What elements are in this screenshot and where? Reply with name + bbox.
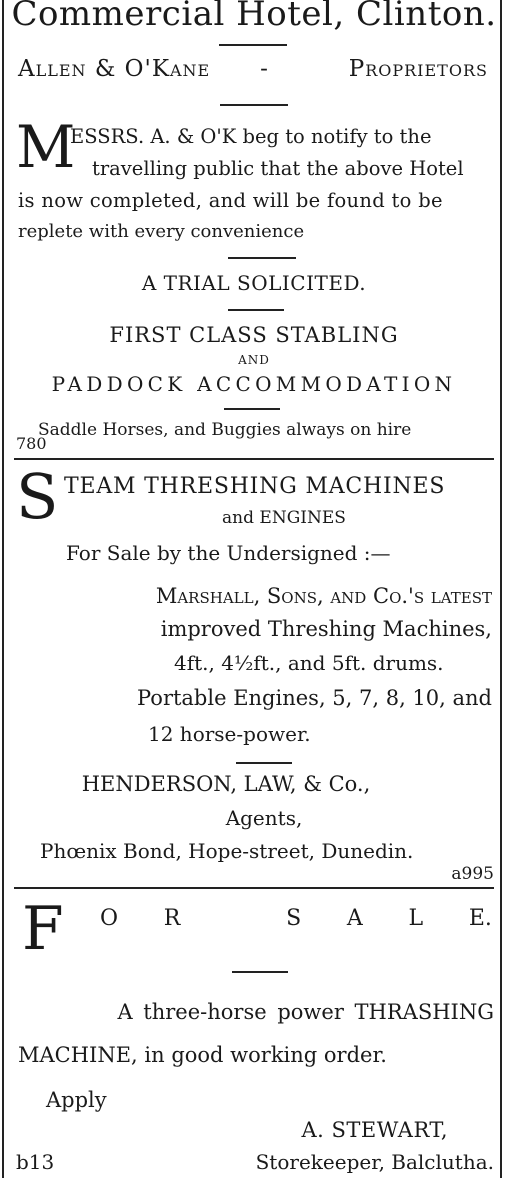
proprietors-rule [220, 104, 288, 106]
hotel-drop-cap: M [16, 113, 76, 181]
heading-letter-l: L [408, 906, 424, 931]
paddock-heading: PADDOCK ACCOMMODATION [51, 372, 457, 396]
for-sale-rule [232, 971, 288, 973]
hotel-body-line-1: ESSRS. A. & O'K beg to notify to the [70, 125, 432, 148]
maker-line: Marshall, Sons, and Co.'s latest [155, 584, 492, 608]
threshing-drop-cap: S [16, 460, 59, 533]
engines-line-2: 12 horse-power. [148, 722, 311, 746]
engines-line-1: Portable Engines, 5, 7, 8, 10, and [137, 686, 492, 710]
apply-label: Apply [46, 1088, 107, 1112]
engines-rule [236, 762, 292, 764]
heading-letter-e: E. [468, 906, 492, 931]
for-sale-heading [100, 906, 492, 931]
heading-letter-s: S [286, 906, 302, 931]
trial-rule [228, 309, 284, 311]
machines-line: improved Threshing Machines, [160, 617, 492, 641]
title-rule [219, 44, 287, 46]
for-sale-drop-cap: F [22, 894, 64, 964]
drums-line: 4ft., 4½ft., and 5ft. drums. [174, 651, 444, 675]
hotel-title: Commercial Hotel, Clinton. [11, 0, 497, 34]
stabling-heading: FIRST CLASS STABLING [109, 323, 399, 347]
proprietors-label: Proprietors [348, 56, 488, 82]
seller-name: A. STEWART, [301, 1118, 448, 1142]
hotel-body-line-2: travelling public that the above Hotel [92, 157, 464, 180]
heading-letter-o: O [100, 906, 119, 931]
for-sale-line-1: A three-horse power THRASHING [117, 1000, 494, 1024]
hire-notice: Saddle Horses, and Buggies always on hire [38, 420, 412, 440]
proprietors-name: Allen & O'Kane [18, 56, 211, 82]
and-connector: AND [238, 353, 270, 367]
seller-role: Storekeeper, Balclutha. [255, 1150, 494, 1174]
agent-name: HENDERSON, LAW, & Co., [81, 772, 371, 796]
for-sale-ad-reference: b13 [16, 1150, 55, 1174]
paddock-rule [224, 408, 280, 410]
ad-divider-1 [14, 458, 494, 460]
trial-solicited: A TRIAL SOLICITED. [141, 271, 367, 295]
hotel-body-line-3: is now completed, and will be found to be [18, 189, 443, 212]
for-sale-line: For Sale by the Undersigned :— [66, 541, 391, 565]
agent-address: Phœnix Bond, Hope-street, Dunedin. [40, 839, 414, 863]
proprietors-line [18, 56, 488, 82]
body-rule [228, 257, 296, 259]
threshing-heading-2: and ENGINES [222, 508, 346, 528]
agent-role: Agents, [225, 806, 303, 830]
proprietors-separator: - [260, 56, 269, 82]
hotel-body-line-4: replete with every convenience [18, 221, 305, 242]
heading-letter-a: A [346, 906, 363, 931]
for-sale-line-2: MACHINE, in good working order. [18, 1043, 387, 1067]
threshing-heading-1: TEAM THRESHING MACHINES [64, 474, 446, 499]
threshing-ad-reference: a995 [451, 864, 494, 884]
heading-letter-r: R [163, 906, 181, 931]
ad-divider-2 [14, 887, 494, 889]
hotel-ad-reference: 780 [16, 434, 47, 453]
